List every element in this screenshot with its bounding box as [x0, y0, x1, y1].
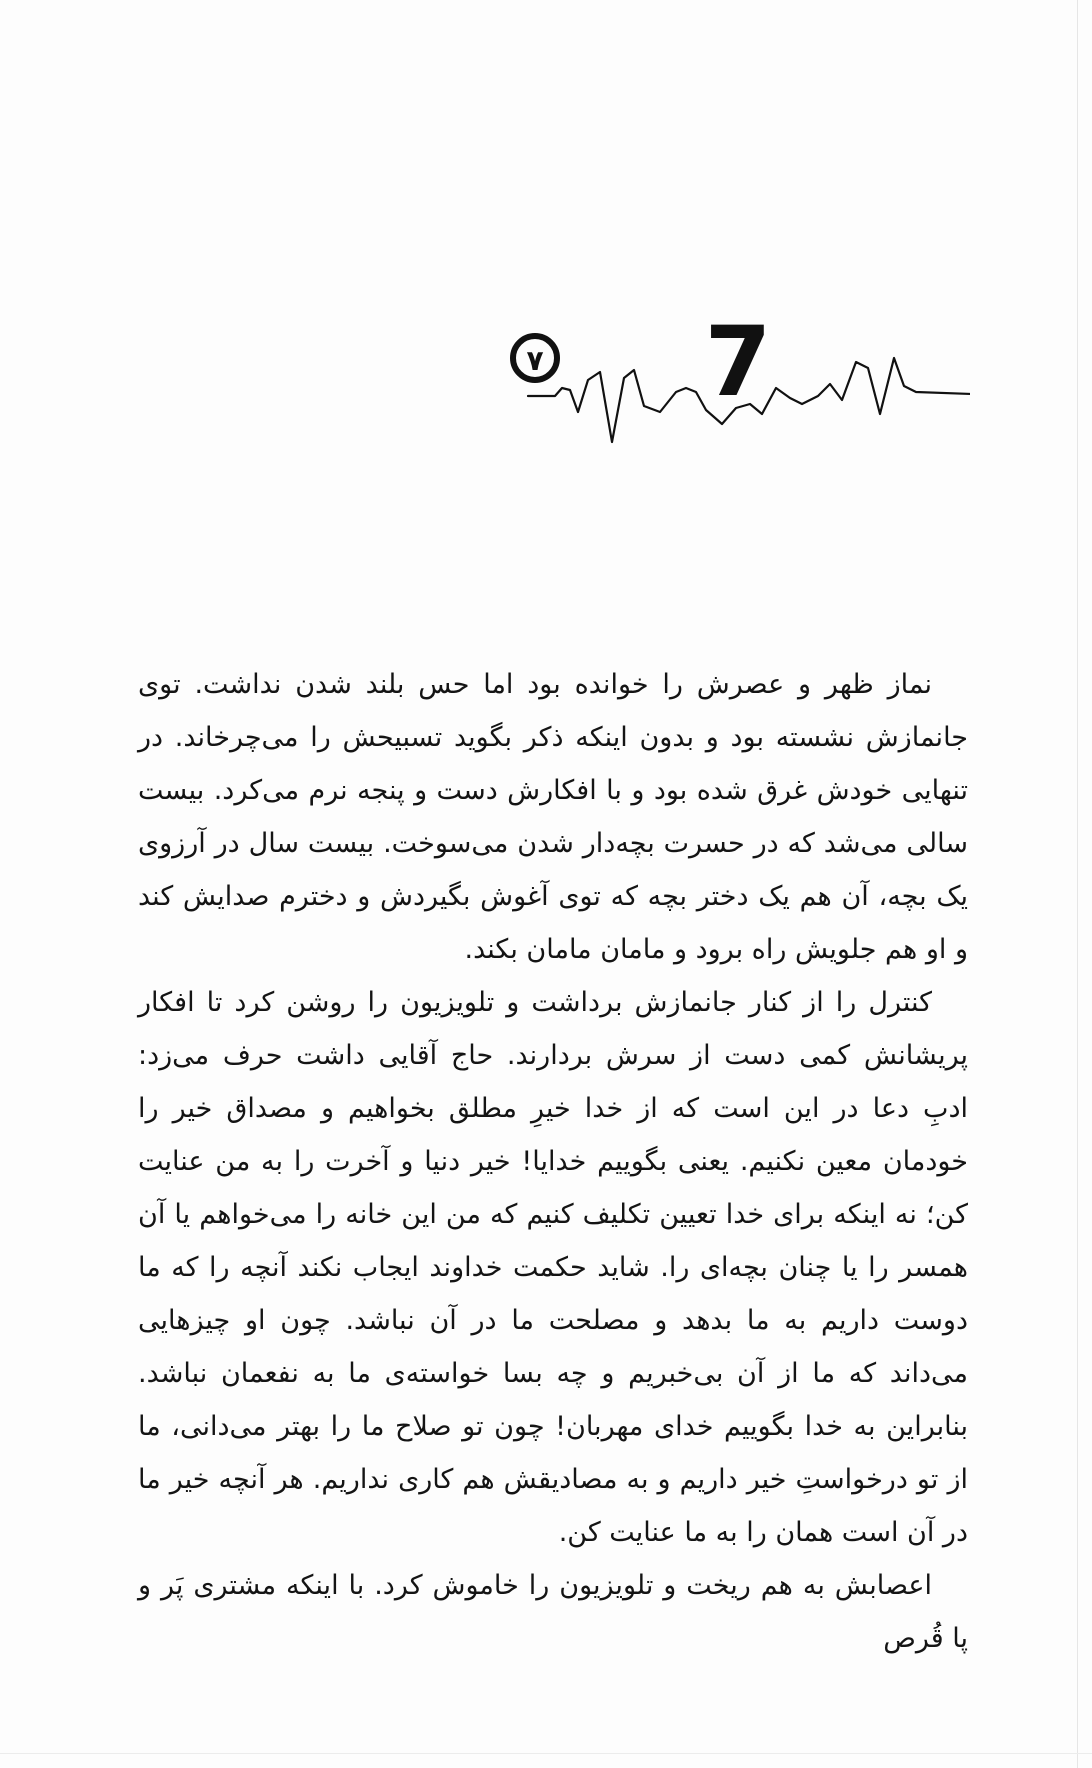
chapter-badge-number: ٧	[526, 344, 544, 377]
heartbeat-chapter-graphic	[500, 320, 970, 510]
page-bottom-line	[0, 1753, 1092, 1754]
paragraph-2: کنترل را از کنار جانمازش برداشت و تلویزیون را روشن کرد تا افکار پریشانش کمی دست از سرش بردارند. حاج آقایی داشت حرف می‌زد: ادبِ دعا در این است که از خدا خیرِ مطلق بخواهیم و مصداق خیر را خودمان معین نکنیم. یعنی بگوییم خدایا! خیر دنیا و آخرت را به من عنایت کن؛ نه اینکه برای خدا تعیین تکلیف کنیم که من این خانه را می‌خواهم یا آن همسر را یا چنان بچه‌ای را. شاید حکمت خداوند ایجاب نکند آنچه را که ما دوست داریم به ما بدهد و مصلحت ما در آن نباشد. چون او چیزهایی می‌داند که ما از آن بی‌خبریم و چه بسا خواسته‌ی ما به نفعمان نباشد. بنابراین به خدا بگوییم خدای مهربان! چون تو صلاح ما را بهتر می‌دانی، ما از تو درخواستِ خیر داریم و به مصادیقش هم کاری نداریم. هر آنچه خیر ما در آن است همان را به ما عنایت کن.	[138, 987, 968, 1548]
paragraph-1: نماز ظهر و عصرش را خوانده بود اما حس بلند شدن نداشت. توی جانمازش نشسته بود و بدون اینکه ذکر بگوید تسبیحش را می‌چرخاند. در تنهایی خودش غرق شده بود و با افکارش دست و پنجه نرم می‌کرد. بیست سالی می‌شد که در حسرت بچه‌دار شدن می‌سوخت. بیست سال در آرزوی یک بچه، آن هم یک دختر بچه که توی آغوش بگیردش و دخترم صدایش کند و او هم جلویش راه برود و مامان مامان بکند.	[138, 669, 968, 965]
page-edge-line	[1077, 0, 1078, 1768]
chapter-body	[138, 658, 968, 1665]
chapter-number: 7	[704, 320, 772, 418]
paragraph-3: اعصابش به هم ریخت و تلویزیون را خاموش کرد. با اینکه مشتری پَر و پا قُرص	[138, 1570, 968, 1654]
chapter-header	[500, 320, 970, 510]
